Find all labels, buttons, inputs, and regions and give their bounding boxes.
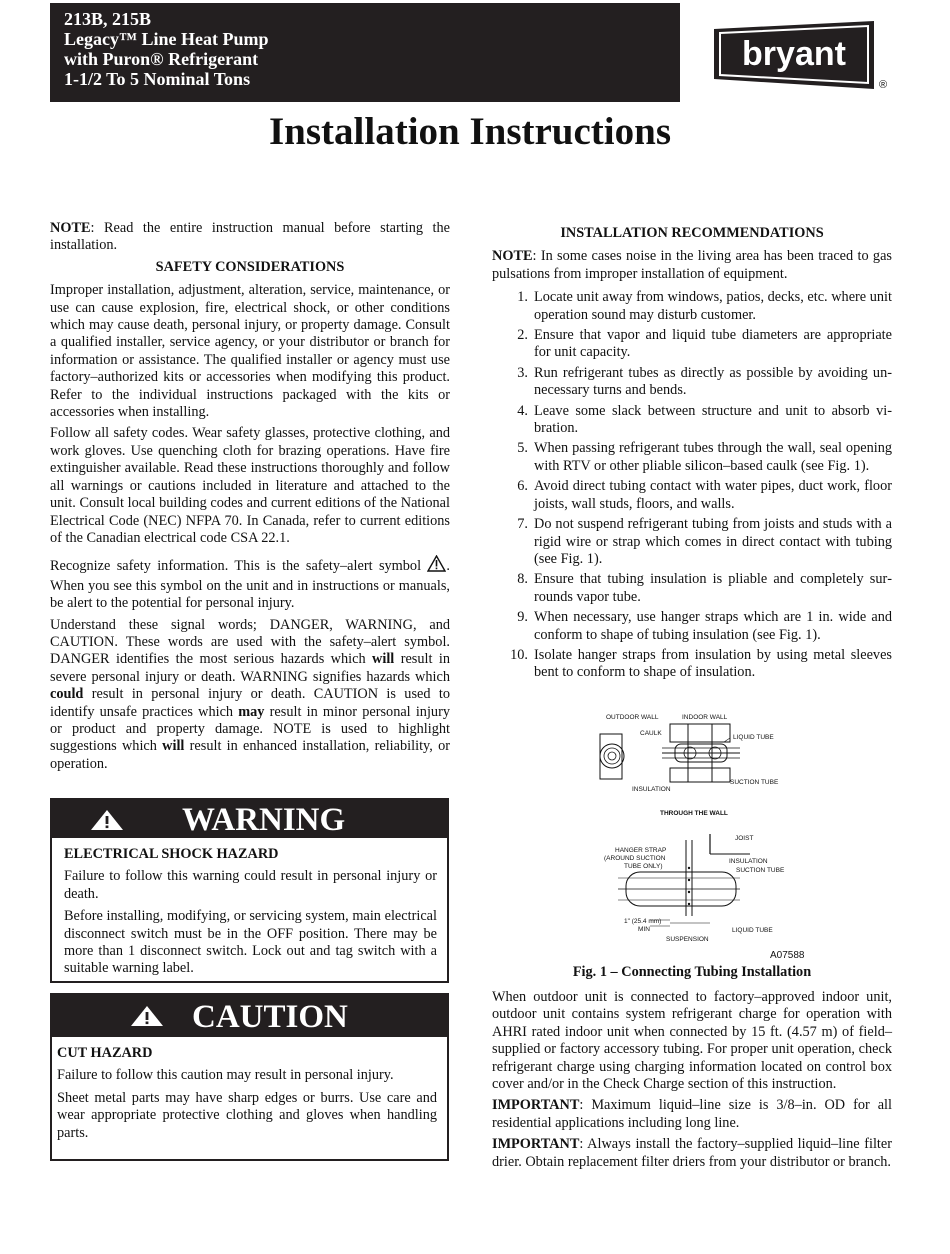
label-indoor-wall: INDOOR WALL	[682, 714, 728, 721]
item-text: Leave some slack between structure and unit to absorb vibration.	[534, 402, 892, 437]
warning-text-1: Failure to follow this warning could result in personal injury or death.	[64, 868, 437, 902]
important-label: IMPORTANT	[492, 1097, 580, 1114]
recommendations-list	[492, 289, 892, 682]
list-item	[492, 365, 892, 400]
model-title-box	[50, 3, 680, 102]
item-number: 8.	[517, 571, 528, 588]
item-number: 5.	[517, 440, 528, 457]
label-joist: JOIST	[735, 835, 754, 842]
list-item	[492, 327, 892, 362]
signal-text: result in minor personal injury or product and property damage. NOTE is used to highlight suggestions which	[50, 703, 450, 755]
signal-text: Understand these signal words; DANGER, WARNING, and CAUTION. These words are used with the safety–alert symbol. DANGER identifies the most serious hazards which	[50, 616, 450, 668]
item-number: 3.	[517, 364, 528, 381]
installation-heading: INSTALLATION RECOMMENDATIONS	[560, 225, 824, 241]
list-item	[492, 478, 892, 513]
list-item	[492, 440, 892, 475]
item-text: Ensure that vapor and liquid tube diameters are appropriate for unit capacity.	[534, 327, 892, 361]
item-text: Isolate hanger straps from insulation by using metal sleeves bent to conform to shape of insulation.	[534, 646, 892, 681]
label-suction-tube: SUCTION TUBE	[730, 779, 779, 786]
alert-text-a: Recognize safety information. This is the safety–alert symbol	[50, 558, 428, 575]
item-number: 4.	[517, 402, 528, 419]
list-item	[492, 647, 892, 682]
label-outdoor-wall: OUTDOOR WALL	[606, 714, 659, 721]
label-suction-tube: SUCTION TUBE	[736, 867, 785, 874]
item-text: Ensure that tubing insulation is pliable and completely surrounds vapor tube.	[534, 571, 892, 605]
figure-drawing	[590, 708, 820, 946]
model-line: 213B, 215B	[64, 9, 152, 29]
bryant-logo	[712, 19, 876, 96]
caution-triangle-icon	[130, 1005, 164, 1032]
item-number: 2.	[517, 327, 528, 344]
signal-words-paragraph	[50, 617, 450, 774]
registered-mark: ®	[879, 79, 888, 91]
important-text: : Maximum liquid–line size is 3/8–in. OD for all residential applications including long line.	[492, 1097, 892, 1131]
note-text: : In some cases noise in the living area has been traced to gas pulsations from improper installation of equipment.	[492, 248, 892, 282]
label-dimension: MIN	[638, 926, 650, 933]
caution-text-1: Failure to follow this caution may result in personal injury.	[57, 1067, 394, 1084]
warning-word: WARNING	[182, 802, 346, 838]
list-item	[492, 403, 892, 438]
list-item	[492, 571, 892, 606]
caution-subtitle: CUT HAZARD	[57, 1045, 153, 1061]
list-item	[492, 609, 892, 644]
model-line: Legacy™ Line Heat Pump	[64, 29, 269, 49]
noise-note	[492, 248, 892, 283]
warning-subtitle: ELECTRICAL SHOCK HAZARD	[64, 846, 279, 862]
model-line: 1-1/2 To 5 Nominal Tons	[64, 69, 251, 89]
label-dimension: 1" (25.4 mm)	[624, 918, 662, 925]
item-number: 6.	[517, 478, 528, 495]
item-text: When necessary, use hanger straps which are 1 in. wide and conform to shape of tubing insulation (see Fig. 1).	[534, 609, 892, 643]
item-text: Avoid direct tubing contact with water pipes, duct work, floor joists, wall studs, floors, and walls.	[534, 478, 892, 512]
important-paragraph-2	[492, 1136, 892, 1171]
safety-paragraph-2: Follow all safety codes. Wear safety glasses, protective clothing, and work gloves. Use quenching cloth for brazing operations. Have fire extinguisher available. Read these instructions thoroughly and follow all warnings or cautions included in literature and attached to the unit. Consult local building codes and current editions of the National Electrical Code (NEC) NFPA 70. In Canada, refer to current editions of the Canadian electrical code CSA 22.1.	[50, 425, 450, 546]
caution-header	[52, 995, 447, 1037]
note-label: NOTE	[50, 220, 91, 236]
signal-text: result in personal injury or death. CAUTION is used to identify unsafe practices which	[50, 686, 450, 720]
warning-text-2: Before installing, modifying, or servicing system, main electrical disconnect switch must be in the OFF position. There may be more than 1 disconnect switch. Lock out and tag switch with a suitable warning label.	[64, 908, 437, 977]
emphasis-will: will	[372, 651, 395, 668]
label-hanger-strap: (AROUND SUCTION	[604, 855, 666, 862]
label-insulation: INSULATION	[729, 858, 768, 865]
warning-box	[50, 798, 449, 983]
page-title: Installation Instructions	[269, 110, 671, 153]
item-number: 1.	[517, 289, 528, 306]
warning-header	[52, 800, 447, 838]
item-number: 9.	[517, 609, 528, 626]
item-number: 7.	[517, 516, 528, 533]
note-text: : Read the entire instruction manual before starting the installation.	[50, 220, 450, 254]
tubing-installation-figure	[590, 708, 820, 951]
emphasis-could: could	[50, 686, 84, 703]
right-column	[492, 225, 892, 685]
list-item	[492, 289, 892, 324]
item-text: Do not suspend refrigerant tubing from joists and studs with a rigid wire or strap which comes in direct contact with tubing (see Fig. 1).	[534, 516, 892, 567]
list-item	[492, 516, 892, 568]
note-label: NOTE	[492, 248, 533, 265]
emphasis-will: will	[162, 738, 185, 755]
caution-box	[50, 993, 449, 1161]
alert-text-b: . When you see this symbol on the unit and in instructions or manuals, be alert to the potential for personal injury.	[50, 558, 450, 612]
item-text: Locate unit away from windows, patios, decks, etc. where unit operation sound may disturb customer.	[534, 289, 892, 323]
caution-text-2: Sheet metal parts may have sharp edges or burrs. Use care and wear appropriate protective clothing and gloves when handling parts.	[57, 1089, 437, 1141]
item-text: When passing refrigerant tubes through the wall, seal opening with RTV or other pliable silicon–based caulk (see Fig. 1).	[534, 440, 892, 474]
caution-body	[52, 1037, 447, 1153]
warning-body	[52, 838, 447, 989]
note-paragraph	[50, 220, 450, 255]
brand-wordmark: bryant	[742, 35, 846, 73]
signal-text: result in severe personal injury or death. WARNING signifies hazards which	[50, 651, 450, 685]
warning-triangle-icon	[90, 809, 124, 836]
important-paragraph-1	[492, 1097, 892, 1132]
label-through-the-wall: THROUGH THE WALL	[660, 810, 728, 817]
label-hanger-strap: TUBE ONLY)	[624, 863, 663, 870]
model-line: with Puron® Refrigerant	[64, 49, 259, 69]
item-text: Run refrigerant tubes as directly as possible by avoiding unnecessary turns and bends.	[534, 364, 892, 399]
signal-text: result in enhanced installation, reliability, or operation.	[50, 738, 450, 772]
label-caulk: CAULK	[640, 730, 662, 737]
safety-heading: SAFETY CONSIDERATIONS	[155, 258, 345, 275]
important-label: IMPORTANT	[492, 1136, 580, 1153]
label-liquid-tube: LIQUID TUBE	[732, 927, 773, 934]
label-insulation: INSULATION	[632, 786, 671, 793]
figure-code: A07588	[770, 950, 805, 961]
right-column-bottom	[492, 989, 892, 1175]
charge-paragraph: When outdoor unit is connected to factory–approved indoor unit, outdoor unit contains system refrigerant charge for operation with AHRI rated indoor unit when connected by 15 ft. (4.57 m) of field–supplied or factory accessory tubing. For proper unit operation, check refrigerant charge using charging information located on control box cover and/or in the Check Charge section of this instruction.	[492, 989, 892, 1093]
caution-word: CAUTION	[192, 999, 348, 1035]
safety-alert-icon	[427, 555, 446, 577]
emphasis-may: may	[238, 703, 265, 720]
label-hanger-strap: HANGER STRAP	[615, 847, 667, 854]
label-suspension: SUSPENSION	[666, 936, 709, 943]
safety-paragraph-3	[50, 555, 450, 612]
safety-paragraph-1: Improper installation, adjustment, alteration, service, maintenance, or use can cause explosion, fire, electrical shock, or other conditions which may cause death, personal injury, or property damage. Consult a qualified installer, service agency, or your distributor or branch for information or assistance. The qualified installer or agency must use factory–authorized kits or accessories when modifying this product. Refer to the individual instructions packaged with the kits or accessories when installing.	[50, 282, 450, 421]
important-text: : Always install the factory–supplied liquid–line filter drier. Obtain replacement filter driers from your distributor or branch.	[492, 1136, 892, 1170]
item-number: 10.	[510, 646, 528, 663]
figure-caption: Fig. 1 – Connecting Tubing Installation	[572, 964, 812, 980]
left-column	[50, 220, 450, 777]
label-liquid-tube: LIQUID TUBE	[733, 734, 774, 741]
